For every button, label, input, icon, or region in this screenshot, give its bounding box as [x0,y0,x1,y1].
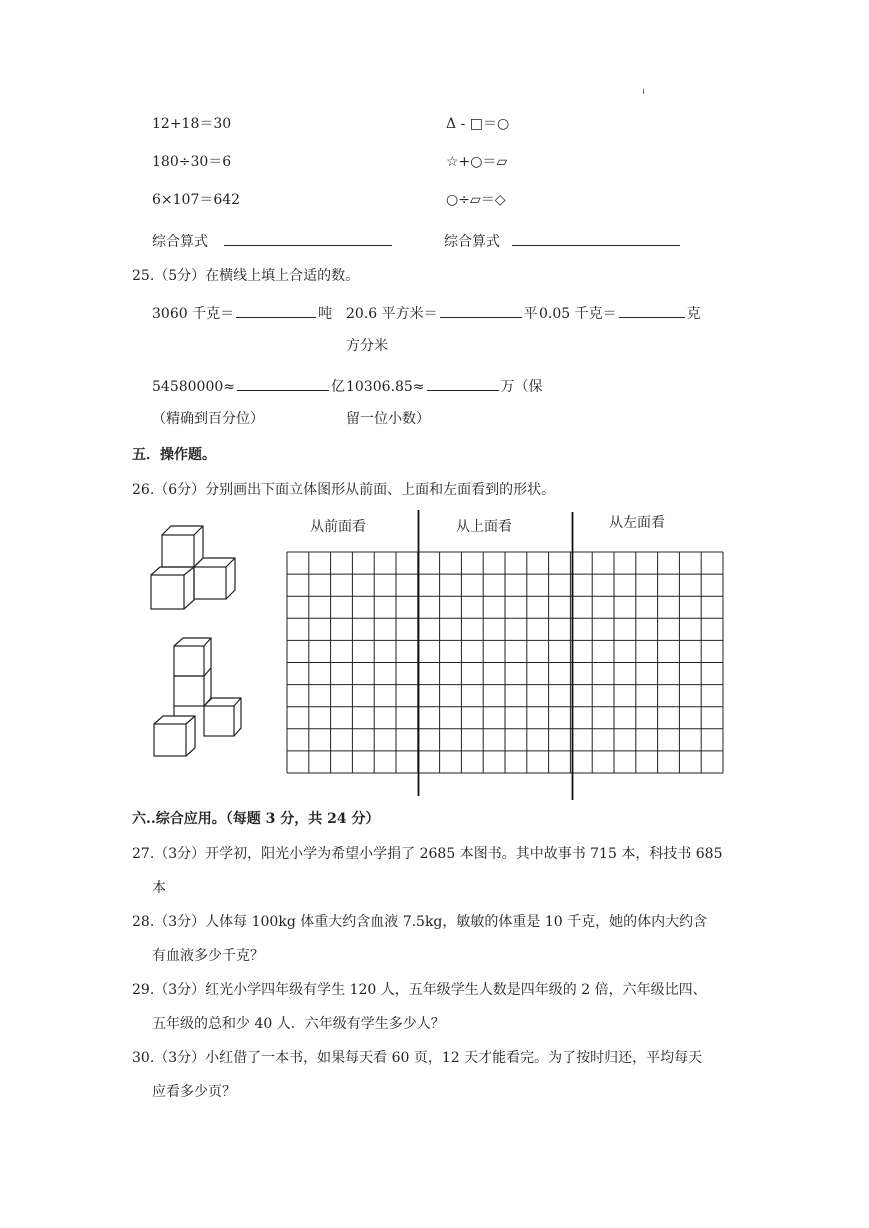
question-27-line-2: 本 [152,880,166,896]
q25-d-text: 54580000≈ [152,379,235,395]
q25-e-text: 10306.85≈ [346,379,425,395]
answer-blank[interactable] [236,303,316,318]
answer-blank[interactable] [237,376,329,391]
answer-blank[interactable] [224,231,392,246]
q25-b-continuation: 方分米 [346,338,388,354]
q25-a-unit: 吨 [318,306,333,322]
symbol-equation-2: ☆+○＝▱ [446,154,508,170]
q25-item-b [346,303,538,323]
symbol-equation-3: ○÷▱＝◇ [446,192,506,208]
q25-e-note: 留一位小数） [346,411,430,427]
q25-item-e [346,376,543,396]
question-27-line-1: 27.（3分）开学初，阳光小学为希望小学捐了 2685 本图书。其中故事书 715 本，科技书 685 [132,846,723,862]
view-label-top: 从上面看 [456,519,512,535]
q25-item-c [539,303,701,323]
answer-blank[interactable] [619,303,685,318]
question-28-line-1: 28.（3分）人体每 100kg 体重大约含血液 7.5kg，敏敏的体重是 10 千克，她的体内大约含 [132,914,708,930]
equation-3: 6×107＝642 [152,192,241,208]
answer-blank[interactable] [440,303,522,318]
drawing-grid[interactable] [280,508,730,802]
q25-item-a [152,303,332,323]
q25-b-text: 20.6 平方米＝ [346,306,438,322]
cube-figure-2 [150,634,246,760]
q25-c-text: 0.05 千克＝ [539,306,617,322]
q25-d-note: （精确到百分位） [152,411,264,427]
question-29-line-2: 五年级的总和少 40 人．六年级有学生多少人？ [152,1016,445,1032]
question-25-title: 25.（5分）在横线上填上合适的数。 [132,268,360,284]
question-26-title: 26.（6分）分别画出下面立体图形从前面、上面和左面看到的形状。 [132,482,556,498]
question-30-line-2: 应看多少页？ [152,1084,236,1100]
formula-label: 综合算式 [152,234,208,250]
question-30-line-1: 30.（3分）小红借了一本书，如果每天看 60 页，12 天才能看完。为了按时归还，平均每天 [132,1050,703,1066]
formula-label: 综合算式 [444,234,500,250]
q25-d-unit: 亿 [331,379,345,395]
symbol-equation-1: Δ - □＝○ [446,116,510,132]
q25-c-unit: 克 [686,306,701,322]
section-5-heading: 五．操作题。 [132,447,216,463]
q25-b-unit: 平 [523,306,538,322]
q25-e-unit: 万（保 [500,379,543,395]
cube-figure-1 [148,520,244,614]
equation-1: 12+18＝30 [152,116,232,132]
q25-a-text: 3060 千克＝ [152,306,235,322]
answer-blank[interactable] [427,376,499,391]
answer-blank[interactable] [512,231,680,246]
page-mark [643,89,644,94]
question-29-line-1: 29.（3分）红光小学四年级有学生 120 人，五年级学生人数是四年级的 2 倍，六年级比四、 [132,982,707,998]
view-label-left: 从左面看 [609,515,665,531]
formula-row-left [152,231,394,251]
section-6-heading: 六..综合应用。（每题 3 分，共 24 分） [132,811,380,827]
equation-2: 180÷30＝6 [152,154,232,170]
question-28-line-2: 有血液多少千克？ [152,948,264,964]
formula-row-right [444,231,682,251]
view-label-front: 从前面看 [310,519,366,535]
q25-item-d [152,376,345,396]
